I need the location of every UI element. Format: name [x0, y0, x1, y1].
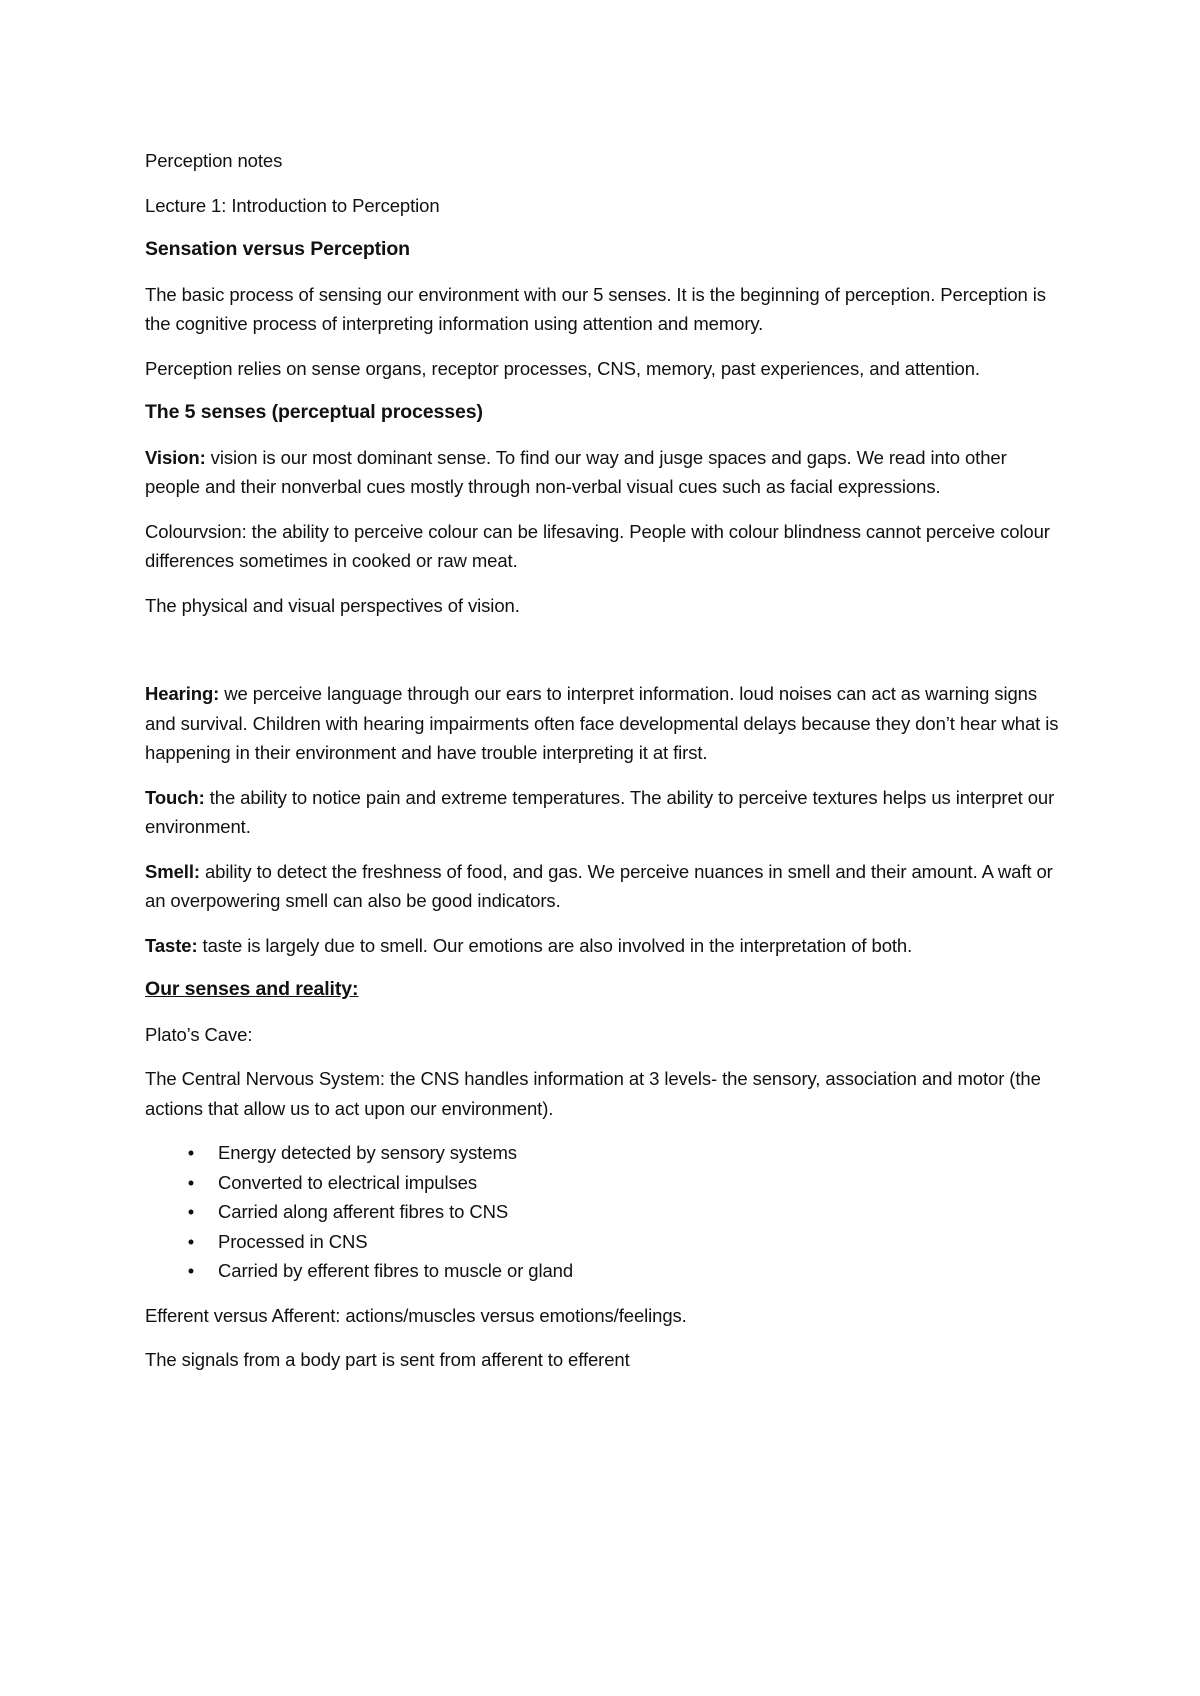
taste-text: taste is largely due to smell. Our emotions are also involved in the interpretation of both. — [197, 934, 913, 956]
paragraph-signals: The signals from a body part is sent from afferent to efferent — [145, 1349, 630, 1370]
heading-senses-and-reality: Our senses and reality: — [145, 978, 359, 1000]
touch-text: the ability to notice pain and extreme temperatures. The ability to perceive textures helps us interpret our environment. — [145, 786, 1055, 837]
document-title: Perception notes — [145, 150, 283, 171]
paragraph-vision — [145, 443, 1060, 502]
paragraph-efferent-afferent: Efferent versus Afferent: actions/muscles versus emotions/feelings. — [145, 1304, 687, 1326]
heading-sensation-vs-perception: Sensation versus Perception — [145, 238, 410, 260]
list-item: • Energy detected by sensory systems — [145, 1138, 1060, 1168]
bullet-icon: • — [187, 1201, 195, 1222]
vision-text: vision is our most dominant sense. To find our way and jusge spaces and gaps. We read into other people and their nonverbal cues mostly through non-verbal visual cues such as facial expressions. — [145, 446, 1007, 497]
bullet-icon: • — [187, 1171, 195, 1193]
paragraph-perception-relies: Perception relies on sense organs, receptor processes, CNS, memory, past experiences, and attention. — [145, 357, 980, 379]
touch-lead: Touch: — [145, 786, 205, 808]
paragraph-colour-vision: Colourvsion: the ability to perceive colour can be lifesaving. People with colour blindness cannot perceive colour differences sometimes in cooked or raw meat. — [145, 520, 1050, 571]
paragraph-touch — [145, 783, 1060, 842]
list-item: • Carried by efferent fibres to muscle or gland — [145, 1256, 1060, 1286]
cns-process-list — [145, 1138, 1060, 1286]
list-item: • Processed in CNS — [145, 1227, 1060, 1257]
list-item: • Converted to electrical impulses — [145, 1168, 1060, 1198]
paragraph-cns: The Central Nervous System: the CNS handles information at 3 levels- the sensory, association and motor (the actions that allow us to act upon our environment). — [145, 1068, 1041, 1119]
paragraph-sensation-definition: The basic process of sensing our environment with our 5 senses. It is the beginning of perception. Perception is the cognitive process of interpreting information using attention and memory. — [145, 283, 1046, 334]
vision-lead: Vision: — [145, 446, 206, 468]
heading-five-senses: The 5 senses (perceptual processes) — [145, 401, 483, 423]
taste-lead: Taste: — [145, 934, 198, 956]
hearing-lead: Hearing: — [145, 683, 220, 704]
list-item: • Carried along afferent fibres to CNS — [145, 1197, 1060, 1227]
paragraph-taste — [145, 931, 1060, 961]
smell-lead: Smell: — [145, 860, 200, 882]
paragraph-physical-visual: The physical and visual perspectives of vision. — [145, 594, 520, 616]
bullet-icon: • — [187, 1260, 195, 1281]
paragraph-platos-cave: Plato’s Cave: — [145, 1023, 253, 1045]
smell-text: ability to detect the freshness of food, and gas. We perceive nuances in smell and their amount. A waft or an overpowering smell can also be good indicators. — [145, 860, 1053, 911]
document-page — [145, 146, 1060, 1390]
blank-line — [145, 635, 1060, 679]
paragraph-smell — [145, 857, 1060, 916]
bullet-icon: • — [187, 1142, 195, 1163]
hearing-text: we perceive language through our ears to interpret information. loud noises can act as warning signs and survival. Children with hearing impairments often face developmental delays because they don’t hear what is happening in their environment and have trouble interpreting it at first. — [145, 683, 1059, 763]
paragraph-hearing — [145, 679, 1060, 768]
bullet-icon: • — [187, 1230, 195, 1252]
lecture-title: Lecture 1: Introduction to Perception — [145, 194, 440, 216]
